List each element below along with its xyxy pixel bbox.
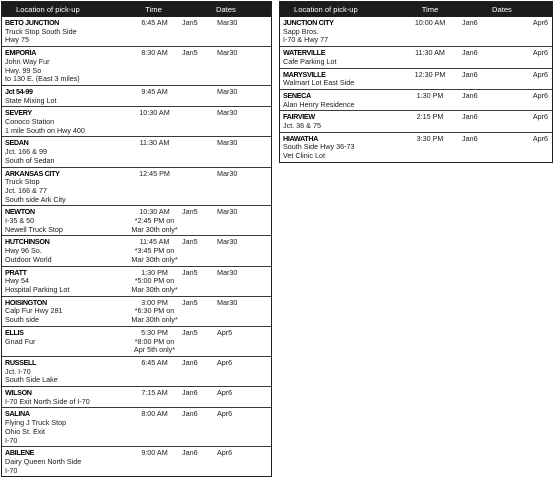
pickup-time: 6:45 AM — [141, 357, 168, 367]
pickup-schedule-table-left — [1, 1, 272, 477]
table-row — [280, 132, 552, 162]
table-header — [2, 2, 271, 17]
location-name: WATERVILLE — [283, 49, 326, 58]
table-row — [280, 89, 552, 110]
pickup-date-2: Mar30 — [217, 138, 238, 148]
pickup-location-cell — [2, 389, 127, 406]
location-name: ARKANSAS CITY — [5, 169, 60, 178]
location-name: EMPORIA — [5, 49, 37, 58]
location-detail: I-70 & Hwy 77 — [283, 35, 329, 45]
pickup-date-1 — [180, 88, 213, 105]
table-header — [280, 2, 552, 17]
pickup-time: 12:30 PM — [414, 69, 446, 79]
location-name: ABILENE — [5, 449, 35, 458]
pickup-date-2: Apr6 — [217, 448, 233, 458]
pickup-time: 1:30 PM — [416, 90, 444, 100]
location-detail: I-70 — [5, 435, 18, 445]
pickup-date-1: Jan6 — [462, 18, 478, 27]
location-name: WILSON — [5, 389, 32, 398]
pickup-date-1: Jan5 — [182, 327, 198, 337]
location-name: HOISINGTON — [5, 298, 47, 307]
pickup-location-cell — [280, 71, 402, 88]
location-name: HUTCHINSON — [5, 238, 50, 247]
location-name: FAIRVIEW — [283, 113, 315, 122]
pickup-date-1: Jan5 — [182, 18, 198, 27]
pickup-location-cell — [2, 410, 127, 445]
pickup-location-cell — [2, 238, 127, 264]
pickup-date-1: Jan5 — [182, 207, 198, 217]
location-name: SEDAN — [5, 139, 29, 148]
pickup-date-2: Mar30 — [217, 108, 238, 118]
pickup-time: 11:45 AM *3:45 PM on Mar 30th only* — [131, 237, 178, 264]
location-name: SALINA — [5, 410, 30, 419]
location-name: SENECA — [283, 91, 311, 100]
pickup-date-2: Mar30 — [217, 297, 238, 307]
pickup-date-1: Jan5 — [182, 267, 198, 277]
pickup-time: 11:30 AM — [415, 48, 445, 58]
location-detail: Hwy. 99 So — [5, 65, 42, 75]
header-location: Location of pick-up — [294, 5, 358, 14]
location-detail: I-35 & 50 — [5, 216, 35, 226]
location-detail: Truck Stop South Side — [5, 26, 77, 36]
pickup-date-2: Apr5 — [217, 327, 233, 337]
table-row — [2, 136, 271, 166]
pickup-date-1: Jan6 — [462, 48, 478, 58]
pickup-date-2: Mar30 — [217, 267, 238, 277]
location-detail: Conoco Station — [5, 117, 55, 127]
pickup-date-1: Jan5 — [182, 48, 198, 58]
location-detail: Jct. 166 & 77 — [5, 185, 47, 195]
location-detail: State Mixing Lot — [5, 95, 57, 105]
table-row — [2, 326, 271, 356]
location-detail: South Side Lake — [5, 375, 58, 385]
pickup-location-cell — [280, 49, 402, 66]
pickup-date-1: Jan6 — [462, 69, 478, 79]
pickup-date-2: Apr6 — [532, 18, 548, 27]
table-row — [2, 446, 271, 476]
location-detail: Dairy Queen North Side — [5, 456, 82, 466]
location-detail: I-70 — [5, 465, 18, 475]
location-detail: Jct. 36 & 75 — [283, 121, 321, 131]
pickup-date-2: Mar30 — [217, 86, 238, 96]
location-detail: Outdoor World — [5, 254, 52, 264]
table-row — [2, 85, 271, 106]
table-row — [2, 235, 271, 265]
pickup-date-1: Jan6 — [182, 448, 198, 458]
pickup-location-cell — [2, 109, 127, 135]
pickup-location-cell — [280, 92, 402, 109]
pickup-location-cell — [2, 449, 127, 475]
pickup-location-cell — [2, 299, 127, 325]
location-detail: Newell Truck Stop — [5, 224, 63, 234]
location-detail: Ohio St. Exit — [5, 426, 45, 436]
location-name: MARYSVILLE — [283, 70, 326, 79]
pickup-date-2: Mar30 — [217, 168, 238, 178]
pickup-time: 6:45 AM — [141, 18, 168, 27]
table-body — [2, 17, 271, 476]
table-row — [2, 46, 271, 85]
header-dates: Dates — [216, 5, 236, 14]
location-detail: South of Sedan — [5, 155, 55, 165]
header-time: Time — [421, 5, 439, 14]
location-detail: Flying J Truck Stop — [5, 418, 67, 428]
pickup-date-2: Apr6 — [532, 133, 548, 143]
table-row — [2, 356, 271, 386]
pickup-time: 10:30 AM *2:45 PM on Mar 30th only* — [131, 207, 178, 234]
pickup-date-1: Jan6 — [182, 357, 198, 367]
location-detail: Jct. I-70 — [5, 366, 31, 376]
location-detail: South side Ark City — [5, 194, 66, 204]
location-name: PRATT — [5, 268, 27, 277]
location-detail: to 130 E. (East 3 miles) — [5, 74, 80, 84]
table-row — [2, 296, 271, 326]
pickup-time: 3:30 PM — [416, 133, 444, 143]
pickup-date-1 — [180, 109, 213, 135]
pickup-date-2: Apr6 — [532, 112, 548, 122]
pickup-location-cell — [2, 359, 127, 385]
location-detail: Alan Henry Residence — [283, 99, 355, 109]
pickup-date-2: Apr6 — [217, 409, 233, 419]
location-detail: Hospital Parking Lot — [5, 284, 70, 294]
pickup-date-1: Jan5 — [182, 297, 198, 307]
pickup-date-1: Jan6 — [182, 388, 198, 398]
pickup-date-1: Jan5 — [182, 237, 198, 247]
pickup-time: 1:30 PM *5:00 PM on Mar 30th only* — [131, 267, 178, 294]
location-name: RUSSELL — [5, 358, 37, 367]
pickup-location-cell — [2, 19, 127, 45]
pickup-date-1: Jan6 — [462, 133, 478, 143]
pickup-location-cell — [2, 49, 127, 84]
location-detail: Calp Fur Hwy 281 — [5, 306, 63, 316]
location-detail: Truck Stop — [5, 177, 40, 187]
table-row — [280, 17, 552, 46]
location-detail: Hwy 54 — [5, 276, 29, 286]
location-detail: Hwy 75 — [5, 35, 29, 45]
location-detail: Walmart Lot East Side — [283, 78, 355, 88]
pickup-location-cell — [280, 113, 402, 130]
pickup-location-cell — [2, 170, 127, 205]
location-name: HIAWATHA — [283, 134, 318, 143]
pickup-schedule-table-right — [279, 1, 553, 163]
pickup-date-1: Jan6 — [462, 112, 478, 122]
location-detail: I-70 Exit North Side of I-70 — [5, 396, 90, 406]
table-row — [2, 106, 271, 136]
pickup-time: 8:30 AM — [141, 48, 168, 58]
location-name: BETO JUNCTION — [5, 19, 60, 27]
table-row — [280, 68, 552, 89]
pickup-time: 12:45 PM — [139, 168, 170, 178]
pickup-location-cell — [2, 139, 127, 165]
pickup-date-2: Apr6 — [532, 48, 548, 58]
pickup-date-2: Mar30 — [217, 237, 238, 247]
header-location: Location of pick-up — [16, 5, 80, 14]
table-row — [2, 167, 271, 206]
location-detail: Gnad Fur — [5, 336, 36, 346]
pickup-location-cell — [280, 19, 402, 45]
location-detail: John Way Fur — [5, 56, 50, 66]
pickup-location-cell — [2, 88, 127, 105]
pickup-date-2: Apr6 — [532, 69, 548, 79]
location-name: JUNCTION CITY — [283, 19, 334, 27]
pickup-date-1 — [180, 139, 213, 165]
pickup-time: 9:00 AM — [141, 448, 168, 458]
table-row — [280, 110, 552, 131]
pickup-date-2: Mar30 — [217, 207, 238, 217]
table-body — [280, 17, 552, 162]
pickup-time: 10:00 AM — [414, 18, 446, 27]
location-detail: 1 mile South on Hwy 400 — [5, 125, 85, 135]
table-row — [280, 46, 552, 67]
location-detail: Sapp Bros. — [283, 26, 319, 36]
pickup-date-1 — [180, 170, 213, 205]
pickup-time: 10:30 AM — [139, 108, 170, 118]
location-name: Jct 54-99 — [5, 87, 33, 96]
table-row — [2, 407, 271, 446]
location-detail: Cafe Parking Lot — [283, 56, 337, 66]
location-name: ELLIS — [5, 328, 24, 337]
location-detail: Hwy 96 So. — [5, 246, 42, 256]
location-detail: South Side Hwy 36-73 — [283, 142, 355, 152]
pickup-date-2: Apr6 — [217, 388, 233, 398]
pickup-date-2: Mar30 — [217, 48, 238, 58]
pickup-date-2: Apr6 — [532, 90, 548, 100]
location-detail: Vet Clinic Lot — [283, 151, 325, 161]
pickup-date-1: Jan6 — [462, 90, 478, 100]
pickup-location-cell — [2, 269, 127, 295]
pickup-date-1: Jan6 — [182, 409, 198, 419]
pickup-time: 5:30 PM *8:00 PM on Apr 5th only* — [133, 327, 176, 355]
pickup-time: 11:30 AM — [139, 138, 170, 148]
pickup-time: 2:15 PM — [416, 112, 444, 122]
pickup-date-2: Mar30 — [217, 18, 238, 27]
pickup-date-2: Apr6 — [217, 357, 233, 367]
location-detail: South side — [5, 315, 39, 325]
table-row — [2, 205, 271, 235]
pickup-time: 7:15 AM — [141, 388, 168, 398]
pickup-time: 9:45 AM — [141, 86, 168, 96]
header-time: Time — [145, 5, 162, 14]
header-dates: Dates — [492, 5, 512, 14]
pickup-time: 3:00 PM *6:30 PM on Mar 30th only* — [131, 297, 178, 325]
table-row — [2, 266, 271, 296]
table-row — [2, 386, 271, 407]
pickup-location-cell — [2, 329, 127, 355]
location-name: NEWTON — [5, 208, 35, 217]
pickup-location-cell — [2, 208, 127, 234]
location-detail: Jct. 166 & 99 — [5, 147, 47, 157]
pickup-time: 8:00 AM — [141, 409, 168, 419]
location-name: SEVERY — [5, 109, 32, 118]
pickup-location-cell — [280, 135, 402, 161]
table-row — [2, 17, 271, 46]
